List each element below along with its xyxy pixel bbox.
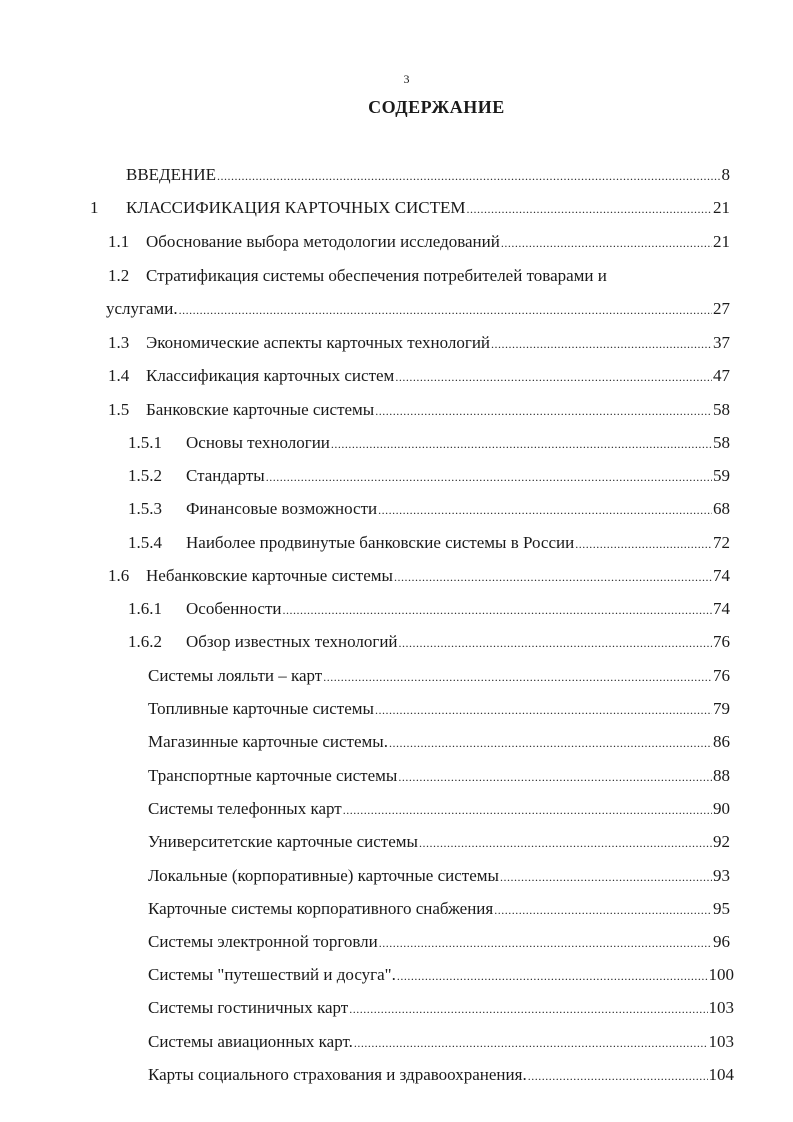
toc-entry-1-5-4[interactable]	[186, 531, 730, 556]
toc-entry-page: 96	[713, 932, 730, 951]
toc-entry-1-3[interactable]	[146, 331, 730, 356]
toc-entry-airline-cards[interactable]	[148, 1030, 734, 1055]
toc-entry-text: Обзор известных технологий	[186, 632, 398, 651]
toc-entry-page: 88	[713, 766, 730, 785]
toc-leader-dots	[266, 465, 712, 489]
toc-entry-text: Системы телефонных карт	[148, 799, 342, 818]
toc-entry-1-6-2[interactable]	[186, 630, 730, 655]
toc-entry-page: 86	[713, 732, 730, 751]
toc-entry-number: 1.6.1	[128, 599, 162, 618]
page-title: СОДЕРЖАНИЕ	[368, 97, 505, 117]
toc-entry-number: 1.6	[108, 566, 130, 585]
toc-entry-store-cards[interactable]	[148, 730, 730, 755]
toc-entry-page: 74	[713, 599, 730, 618]
toc-entry-text: Экономические аспекты карточных технологий	[146, 333, 491, 352]
toc-entry-text: Карточные системы корпоративного снабжения	[148, 899, 494, 918]
toc-entry-travel-leisure[interactable]	[148, 963, 734, 988]
toc-entry-page: 92	[713, 832, 730, 851]
toc-entry-1-4[interactable]	[146, 364, 730, 389]
toc-entry-text: ВВЕДЕНИЕ	[126, 165, 216, 184]
toc-entry-page: 100	[708, 965, 734, 984]
toc-entry-text: Особенности	[186, 599, 282, 618]
toc-entry-fuel-cards[interactable]	[148, 697, 730, 722]
toc-entry-text: Наиболее продвинутые банковские системы в России	[186, 533, 575, 552]
toc-leader-dots	[217, 164, 721, 188]
toc-entry-text: Системы гостиничных карт	[148, 998, 349, 1017]
toc-entry-1-5-3[interactable]	[186, 497, 730, 522]
toc-leader-dots	[354, 1031, 708, 1055]
toc-leader-dots	[528, 1064, 708, 1088]
toc-entry-page: 93	[713, 866, 730, 885]
toc-leader-dots	[375, 399, 712, 423]
toc-entry-number: 1.5.4	[128, 533, 162, 552]
toc-entry-number: 1.3	[108, 333, 130, 352]
toc-entry-text: Системы лояльти – карт	[148, 666, 323, 685]
toc-entry-page: 76	[713, 666, 730, 685]
toc-entry-chapter-1[interactable]	[126, 196, 730, 221]
toc-leader-dots	[494, 898, 712, 922]
toc-entry-1-5[interactable]	[146, 398, 730, 423]
toc-entry-number: 1.4	[108, 366, 130, 385]
toc-entry-text: КЛАССИФИКАЦИЯ КАРТОЧНЫХ СИСТЕМ	[126, 198, 466, 217]
toc-entry-page: 8	[721, 165, 730, 184]
toc-entry-local-cards[interactable]	[148, 864, 730, 889]
toc-entry-page: 58	[713, 433, 730, 452]
toc-entry-phone-cards[interactable]	[148, 797, 730, 822]
toc-leader-dots	[500, 865, 712, 889]
toc-leader-dots	[375, 698, 712, 722]
toc-entry-text: Топливные карточные системы	[148, 699, 374, 718]
toc-leader-dots	[394, 565, 712, 589]
toc-leader-dots	[395, 365, 712, 389]
toc-entry-procurement-cards[interactable]	[148, 897, 730, 922]
toc-entry-page: 79	[713, 699, 730, 718]
toc-entry-text: Финансовые возможности	[186, 499, 378, 518]
toc-entry-text: Стандарты	[186, 466, 265, 485]
toc-entry-page: 21	[713, 198, 730, 217]
toc-entry-1-6[interactable]	[146, 564, 730, 589]
toc-entry-page: 21	[713, 232, 730, 251]
toc-entry-page: 74	[713, 566, 730, 585]
toc-entry-ecommerce-systems[interactable]	[148, 930, 730, 955]
toc-entry-number: 1.6.2	[128, 632, 162, 651]
toc-entry-loyalty-cards[interactable]	[148, 664, 730, 689]
toc-entry-number: 1.1	[108, 232, 130, 251]
toc-entry-1-2-continued[interactable]	[106, 297, 730, 322]
toc-entry-number: 1.5	[108, 400, 130, 419]
toc-entry-text: Магазинные карточные системы.	[148, 732, 388, 751]
toc-leader-dots	[331, 432, 712, 456]
toc-entry-text: Системы "путешествий и досуга".	[148, 965, 396, 984]
toc-leader-dots	[491, 332, 712, 356]
toc-leader-dots	[389, 731, 712, 755]
toc-entry-text: Системы авиационных карт.	[148, 1032, 353, 1051]
toc-entry-hotel-cards[interactable]	[148, 996, 734, 1021]
page-number: 3	[403, 72, 410, 86]
toc-entry-page: 76	[713, 632, 730, 651]
toc-leader-dots	[501, 231, 712, 255]
toc-leader-dots	[378, 498, 712, 522]
toc-entry-transport-cards[interactable]	[148, 764, 730, 789]
toc-entry-page: 90	[713, 799, 730, 818]
toc-leader-dots	[349, 997, 707, 1021]
toc-entry-page: 72	[713, 533, 730, 552]
toc-entry-university-cards[interactable]	[148, 830, 730, 855]
toc-entry-number: 1.2	[108, 266, 130, 285]
toc-entry-number: 1.5.2	[128, 466, 162, 485]
toc-leader-dots	[467, 197, 712, 221]
toc-entry-text: Транспортные карточные системы	[148, 766, 398, 785]
toc-entry-introduction[interactable]	[126, 163, 730, 188]
toc-entry-text: Основы технологии	[186, 433, 330, 452]
toc-entry-text: Небанковские карточные системы	[146, 566, 393, 585]
toc-entry-page: 95	[713, 899, 730, 918]
toc-entry-page: 37	[713, 333, 730, 352]
toc-entry-page: 103	[708, 998, 734, 1017]
toc-entry-page: 104	[708, 1065, 734, 1084]
toc-entry-number: 1.5.1	[128, 433, 162, 452]
toc-entry-text: Обоснование выбора методологии исследований	[146, 232, 500, 251]
toc-entry-page: 68	[713, 499, 730, 518]
toc-leader-dots	[397, 964, 708, 988]
toc-entry-1-1[interactable]	[146, 230, 730, 255]
toc-leader-dots	[179, 298, 712, 322]
toc-entry-text[interactable]: Стратификация системы обеспечения потребителей товарами и	[146, 266, 607, 285]
toc-entry-social-health-cards[interactable]	[148, 1063, 734, 1088]
toc-leader-dots	[399, 631, 712, 655]
toc-leader-dots	[282, 598, 712, 622]
toc-entry-page: 27	[713, 299, 730, 318]
toc-leader-dots	[323, 665, 712, 689]
toc-entry-number: 1	[90, 198, 99, 217]
toc-leader-dots	[575, 532, 712, 556]
toc-entry-1-5-1[interactable]	[186, 431, 730, 456]
toc-entry-page: 47	[713, 366, 730, 385]
toc-entry-page: 58	[713, 400, 730, 419]
toc-entry-page: 59	[713, 466, 730, 485]
toc-entry-text: Карты социального страхования и здравоохранения.	[148, 1065, 527, 1084]
toc-entry-text: услугами.	[106, 299, 178, 318]
toc-entry-text: Локальные (корпоративные) карточные системы	[148, 866, 499, 885]
toc-leader-dots	[419, 831, 712, 855]
toc-entry-number: 1.5.3	[128, 499, 162, 518]
toc-entry-1-5-2[interactable]	[186, 464, 730, 489]
toc-entry-text: Классификация карточных систем	[146, 366, 395, 385]
toc-entry-page: 103	[708, 1032, 734, 1051]
toc-entry-text: Системы электронной торговли	[148, 932, 378, 951]
toc-entry-text: Университетские карточные системы	[148, 832, 418, 851]
toc-leader-dots	[398, 765, 712, 789]
toc-entry-text: Банковские карточные системы	[146, 400, 375, 419]
toc-entry-1-6-1[interactable]	[186, 597, 730, 622]
toc-leader-dots	[379, 931, 712, 955]
toc-leader-dots	[343, 798, 712, 822]
